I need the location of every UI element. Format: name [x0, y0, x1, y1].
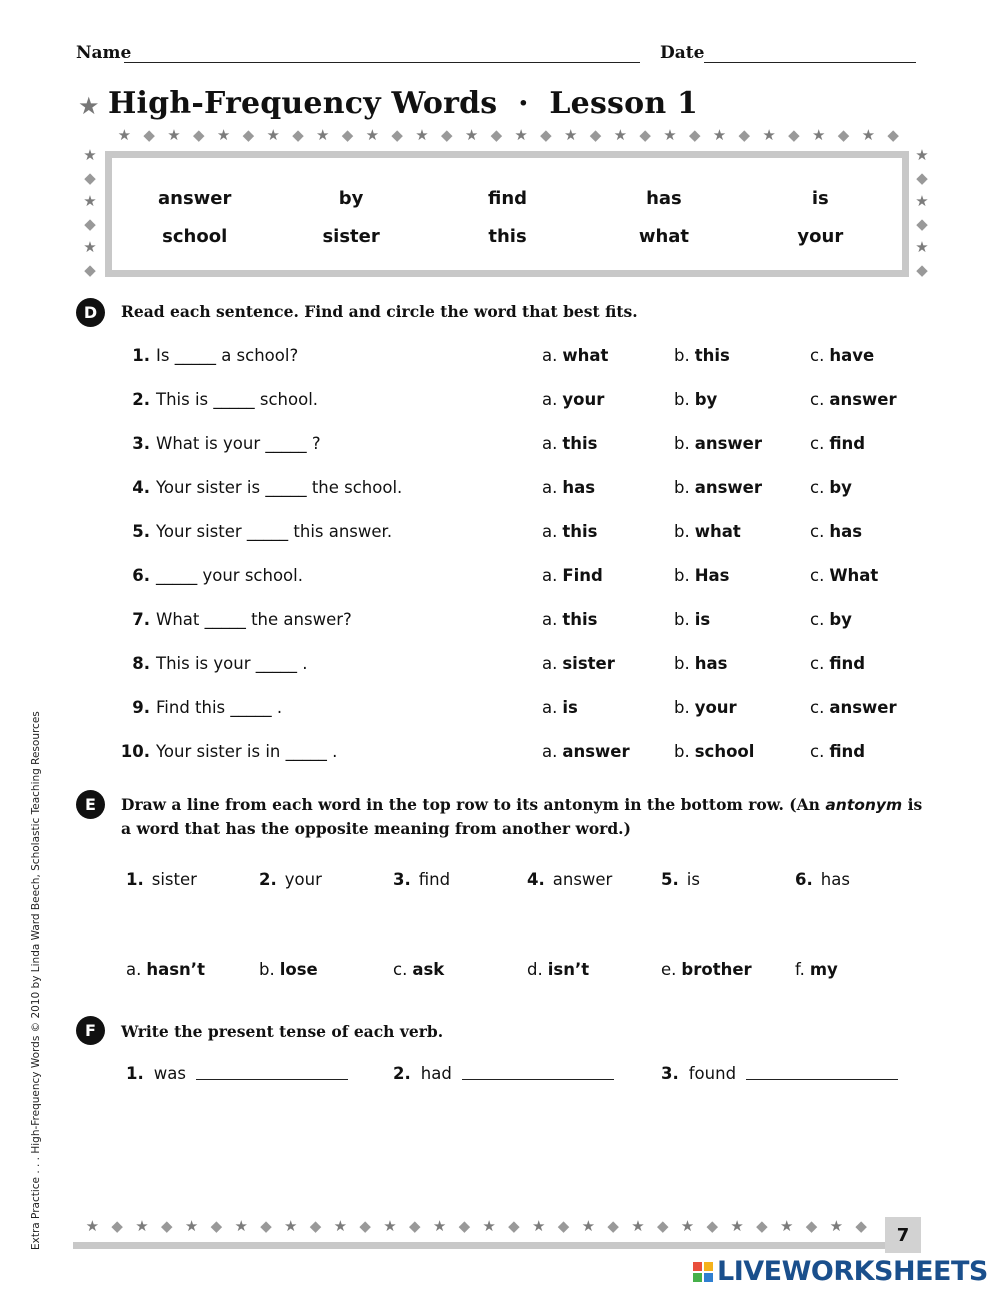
question-sentence: What _____ the answer? [156, 610, 352, 629]
verb-word: was [153, 1064, 186, 1083]
star-icon: ★ [383, 1217, 397, 1235]
question-sentence: Your sister is _____ the school. [156, 478, 403, 497]
date-line[interactable] [704, 62, 916, 63]
item-number: 6. [795, 870, 813, 889]
diamond-icon: ◆ [756, 1217, 768, 1235]
diamond-icon: ◆ [309, 1217, 322, 1235]
question-sentence: _____ your school. [156, 566, 303, 585]
section-f-badge: F [76, 1016, 105, 1045]
choice-letter: c. [810, 522, 825, 541]
star-icon: ★ [581, 1217, 596, 1235]
diamond-icon: ◆ [607, 1217, 619, 1235]
choice-letter: b. [674, 434, 690, 453]
choice-a[interactable] [542, 346, 608, 365]
star-icon: ★ [564, 126, 578, 144]
item-number: 3. [393, 870, 411, 889]
choice-letter: b. [674, 346, 690, 365]
choice-word: What [829, 566, 879, 585]
choice-c[interactable] [810, 522, 862, 541]
page-title [108, 86, 698, 121]
choice-word: by [694, 390, 718, 409]
choice-b[interactable] [674, 742, 754, 761]
choice-letter: c. [810, 566, 825, 585]
star-icon: ★ [284, 1217, 298, 1235]
diamond-icon: ◆ [855, 1217, 867, 1235]
choice-letter: b. [674, 654, 690, 673]
star-icon: ★ [915, 238, 929, 256]
choice-letter: b. [674, 742, 690, 761]
logo-text: LIVEWORKSHEETS [717, 1256, 988, 1287]
choice-letter: b. [674, 698, 690, 717]
choice-letter: a. [542, 610, 558, 629]
item-word: my [809, 960, 838, 979]
question-number: 7. [132, 610, 150, 629]
choice-a[interactable] [542, 742, 630, 761]
choice-letter: a. [542, 742, 558, 761]
item-word: isn’t [547, 960, 590, 979]
star-icon: ★ [415, 126, 429, 144]
word-bank-box [105, 151, 909, 277]
choice-letter: c. [810, 698, 825, 717]
diamond-icon: ◆ [391, 126, 403, 144]
choice-word: this [562, 610, 598, 629]
choice-c[interactable] [810, 654, 865, 673]
word-bank-word: by [338, 188, 364, 209]
page-number: 7 [885, 1217, 921, 1253]
item-word: is [686, 870, 700, 889]
question-number: 5. [132, 522, 150, 541]
choice-b[interactable] [674, 390, 717, 409]
star-icon: ★ [333, 1217, 348, 1235]
question-number: 3. [132, 434, 150, 453]
star-icon: ★ [811, 126, 826, 144]
answer-blank[interactable] [196, 1079, 348, 1080]
choice-a[interactable] [542, 390, 604, 409]
item-word: ask [412, 960, 445, 979]
star-diamond-border-right [913, 148, 931, 286]
choice-b[interactable] [674, 434, 762, 453]
choice-word: by [829, 478, 852, 497]
star-diamond-border-bottom [80, 1219, 880, 1234]
choice-letter: b. [674, 478, 690, 497]
choice-b[interactable] [674, 346, 730, 365]
diamond-icon: ◆ [84, 215, 96, 233]
choice-a[interactable] [542, 698, 578, 717]
item-number: 2. [259, 870, 277, 889]
star-icon: ★ [135, 1217, 149, 1235]
logo-blocks-icon [693, 1262, 713, 1282]
choice-word: has [694, 654, 728, 673]
choice-word: answer [829, 390, 897, 409]
question-sentence: Your sister _____ this answer. [156, 522, 393, 541]
verb-item [126, 1064, 348, 1083]
diamond-icon: ◆ [656, 1217, 669, 1235]
star-icon: ★ [482, 1217, 496, 1235]
choice-letter: c. [810, 654, 825, 673]
question-sentence: Find this _____ . [156, 698, 283, 717]
item-number: 1. [126, 1064, 144, 1083]
choice-word: answer [829, 698, 897, 717]
item-number: 4. [527, 870, 545, 889]
item-word: hasn’t [146, 960, 205, 979]
choice-c[interactable] [810, 742, 865, 761]
choice-word: has [829, 522, 863, 541]
item-word: answer [552, 870, 613, 889]
choice-letter: c. [810, 742, 825, 761]
word-bank-word: what [638, 226, 690, 247]
choice-word: this [562, 434, 598, 453]
question-number: 2. [132, 390, 150, 409]
diamond-icon: ◆ [193, 126, 205, 144]
choice-c[interactable] [810, 390, 897, 409]
section-d-badge: D [76, 298, 105, 327]
section-e-instruction [121, 793, 941, 841]
diamond-icon: ◆ [805, 1217, 818, 1235]
word-bank-word: this [488, 226, 527, 247]
word-bank-word: find [487, 188, 528, 209]
question-sentence: What is your _____ ? [156, 434, 321, 453]
choice-word: by [829, 610, 852, 629]
question-number: 9. [132, 698, 150, 717]
question-sentence: This is _____ school. [156, 390, 319, 409]
choice-letter: b. [674, 610, 690, 629]
item-number: 5. [661, 870, 679, 889]
diamond-icon: ◆ [508, 1217, 520, 1235]
choice-b[interactable] [674, 654, 727, 673]
title-star-icon: ★ [78, 92, 100, 120]
item-word: find [418, 870, 451, 889]
choice-c[interactable] [810, 478, 852, 497]
section-d-instruction: Read each sentence. Find and circle the word that best fits. [121, 302, 638, 321]
star-icon: ★ [117, 126, 132, 144]
star-icon: ★ [532, 1217, 546, 1235]
section-e-instruction-part2: is [902, 795, 923, 814]
question-sentence: This is your _____ . [156, 654, 308, 673]
star-icon: ★ [779, 1217, 794, 1235]
choice-b[interactable] [674, 478, 762, 497]
choice-word: answer [694, 434, 762, 453]
diamond-icon: ◆ [788, 126, 800, 144]
choice-a[interactable] [542, 522, 597, 541]
diamond-icon: ◆ [557, 1217, 570, 1235]
diamond-icon: ◆ [143, 126, 155, 144]
diamond-icon: ◆ [111, 1217, 123, 1235]
lesson-label: Lesson 1 [549, 86, 699, 121]
diamond-icon: ◆ [706, 1217, 719, 1235]
title-text: High-Frequency Words [108, 86, 498, 121]
item-word: has [820, 870, 850, 889]
choice-b[interactable] [674, 522, 741, 541]
diamond-icon: ◆ [490, 126, 503, 144]
choice-word: sister [562, 654, 615, 673]
name-line[interactable] [124, 62, 640, 63]
star-icon: ★ [631, 1217, 645, 1235]
title-separator: · [518, 86, 529, 121]
choice-a[interactable] [542, 610, 597, 629]
diamond-icon: ◆ [292, 126, 304, 144]
verb-item [661, 1064, 898, 1083]
question-number: 4. [132, 478, 150, 497]
choice-word: Has [694, 566, 730, 585]
section-e-badge: E [76, 790, 105, 819]
word-bank-word: sister [322, 226, 380, 247]
diamond-icon: ◆ [916, 169, 928, 187]
choice-letter: c. [810, 346, 825, 365]
star-icon: ★ [234, 1217, 248, 1235]
item-number: 1. [126, 870, 144, 889]
name-label: Name [76, 43, 132, 63]
item-letter: d. [527, 960, 543, 979]
choice-word: has [562, 478, 596, 497]
star-icon: ★ [432, 1217, 447, 1235]
verb-word: had [420, 1064, 452, 1083]
section-e-instruction-line2: a word that has the opposite meaning from another word.) [121, 819, 631, 838]
date-label: Date [660, 43, 705, 63]
question-sentence: Is _____ a school? [156, 346, 299, 365]
question-number: 1. [132, 346, 150, 365]
question-number: 8. [132, 654, 150, 673]
diamond-icon: ◆ [260, 1217, 272, 1235]
diamond-icon: ◆ [408, 1217, 421, 1235]
choice-word: your [562, 390, 605, 409]
word-bank-row-1 [115, 188, 900, 209]
bottom-rule [73, 1242, 921, 1249]
star-icon: ★ [365, 126, 380, 144]
answer-blank[interactable] [462, 1079, 614, 1080]
diamond-icon: ◆ [540, 126, 552, 144]
verb-item [393, 1064, 614, 1083]
item-number: 3. [661, 1064, 679, 1083]
question-sentence: Your sister is in _____ . [156, 742, 338, 761]
antonym-bottom-word[interactable] [527, 960, 589, 979]
item-word: brother [681, 960, 752, 979]
choice-word: answer [562, 742, 630, 761]
choice-letter: c. [810, 390, 825, 409]
choice-letter: a. [542, 434, 558, 453]
star-icon: ★ [712, 126, 727, 144]
choice-letter: c. [810, 610, 825, 629]
choice-a[interactable] [542, 654, 615, 673]
star-icon: ★ [167, 126, 181, 144]
word-bank-row-2 [115, 226, 900, 247]
diamond-icon: ◆ [440, 126, 453, 144]
star-icon: ★ [915, 192, 929, 210]
diamond-icon: ◆ [161, 1217, 173, 1235]
choice-letter: b. [674, 566, 690, 585]
star-icon: ★ [915, 146, 929, 164]
item-letter: b. [259, 960, 275, 979]
choice-word: your [694, 698, 737, 717]
diamond-icon: ◆ [359, 1217, 371, 1235]
copyright-side-text: Extra Practice . . . High-Frequency Words © 2010 by Linda Ward Beech, Scholastic Teaching Resources [30, 711, 42, 1250]
star-icon: ★ [184, 1217, 199, 1235]
antonym-top-word[interactable] [527, 870, 612, 889]
diamond-icon: ◆ [916, 215, 928, 233]
answer-blank[interactable] [746, 1079, 898, 1080]
choice-c[interactable] [810, 434, 865, 453]
diamond-icon: ◆ [837, 126, 850, 144]
antonym-bottom-word[interactable] [661, 960, 752, 979]
star-icon: ★ [829, 1217, 844, 1235]
diamond-icon: ◆ [458, 1217, 471, 1235]
item-letter: f. [795, 960, 805, 979]
antonym-top-word[interactable] [126, 870, 197, 889]
choice-word: school [694, 742, 755, 761]
antonym-top-word[interactable] [795, 870, 850, 889]
star-icon: ★ [83, 192, 97, 210]
choice-letter: a. [542, 654, 558, 673]
star-icon: ★ [613, 126, 628, 144]
choice-b[interactable] [674, 698, 737, 717]
star-icon: ★ [83, 238, 97, 256]
antonym-bottom-word[interactable] [393, 960, 444, 979]
diamond-icon: ◆ [916, 261, 928, 279]
antonym-bottom-word[interactable] [259, 960, 318, 979]
star-icon: ★ [663, 126, 677, 144]
choice-letter: c. [810, 434, 825, 453]
star-icon: ★ [85, 1217, 100, 1235]
item-word: lose [279, 960, 318, 979]
choice-word: what [562, 346, 609, 365]
star-icon: ★ [762, 126, 776, 144]
choice-letter: b. [674, 390, 690, 409]
choice-word: Find [562, 566, 603, 585]
choice-letter: a. [542, 698, 558, 717]
choice-word: this [694, 346, 730, 365]
choice-letter: a. [542, 346, 558, 365]
choice-letter: a. [542, 566, 558, 585]
item-letter: a. [126, 960, 142, 979]
diamond-icon: ◆ [688, 126, 701, 144]
choice-a[interactable] [542, 434, 597, 453]
word-bank-word: is [811, 188, 829, 209]
choice-letter: c. [810, 478, 825, 497]
word-bank-word: answer [158, 188, 232, 209]
item-word: your [284, 870, 322, 889]
diamond-icon: ◆ [887, 126, 899, 144]
verb-word: found [688, 1064, 737, 1083]
choice-word: find [829, 742, 866, 761]
word-bank-word: school [162, 226, 228, 247]
diamond-icon: ◆ [242, 126, 255, 144]
choice-letter: a. [542, 390, 558, 409]
star-icon: ★ [316, 126, 330, 144]
star-icon: ★ [266, 126, 280, 144]
word-bank-word: your [797, 226, 844, 247]
choice-letter: a. [542, 522, 558, 541]
choice-word: is [562, 698, 578, 717]
question-number: 10. [120, 742, 150, 761]
star-icon: ★ [514, 126, 528, 144]
item-word: sister [151, 870, 197, 889]
star-icon: ★ [861, 126, 876, 144]
star-icon: ★ [83, 146, 97, 164]
diamond-icon: ◆ [210, 1217, 223, 1235]
choice-word: find [829, 654, 866, 673]
choice-word: answer [694, 478, 762, 497]
item-letter: c. [393, 960, 408, 979]
choice-letter: a. [542, 478, 558, 497]
question-number: 6. [132, 566, 150, 585]
diamond-icon: ◆ [84, 261, 96, 279]
antonym-top-word[interactable] [393, 870, 450, 889]
diamond-icon: ◆ [341, 126, 354, 144]
choice-c[interactable] [810, 610, 852, 629]
star-diamond-border-left [81, 148, 99, 286]
choice-word: have [829, 346, 875, 365]
word-bank-word: has [646, 188, 682, 209]
choice-a[interactable] [542, 478, 595, 497]
item-letter: e. [661, 960, 677, 979]
choice-c[interactable] [810, 566, 878, 585]
star-icon: ★ [680, 1217, 695, 1235]
choice-b[interactable] [674, 566, 729, 585]
choice-word: what [694, 522, 741, 541]
choice-letter: b. [674, 522, 690, 541]
liveworksheets-logo [693, 1256, 988, 1287]
antonym-bottom-word[interactable] [795, 960, 838, 979]
choice-a[interactable] [542, 566, 603, 585]
section-f-instruction: Write the present tense of each verb. [121, 1022, 444, 1041]
star-icon: ★ [464, 126, 479, 144]
antonym-top-word[interactable] [661, 870, 700, 889]
star-diamond-border-top [112, 128, 902, 143]
diamond-icon: ◆ [589, 126, 602, 144]
choice-c[interactable] [810, 698, 897, 717]
section-e-instruction-part1: Draw a line from each word in the top row to its antonym in the bottom row. (An [121, 795, 826, 814]
diamond-icon: ◆ [738, 126, 751, 144]
choice-b[interactable] [674, 610, 710, 629]
star-icon: ★ [730, 1217, 744, 1235]
diamond-icon: ◆ [84, 169, 96, 187]
antonym-top-word[interactable] [259, 870, 322, 889]
item-number: 2. [393, 1064, 411, 1083]
diamond-icon: ◆ [639, 126, 651, 144]
choice-c[interactable] [810, 346, 874, 365]
section-e-instruction-emphasis: antonym [825, 796, 903, 814]
antonym-bottom-word[interactable] [126, 960, 205, 979]
choice-word: find [829, 434, 866, 453]
star-icon: ★ [216, 126, 231, 144]
choice-word: is [694, 610, 711, 629]
choice-word: this [562, 522, 598, 541]
